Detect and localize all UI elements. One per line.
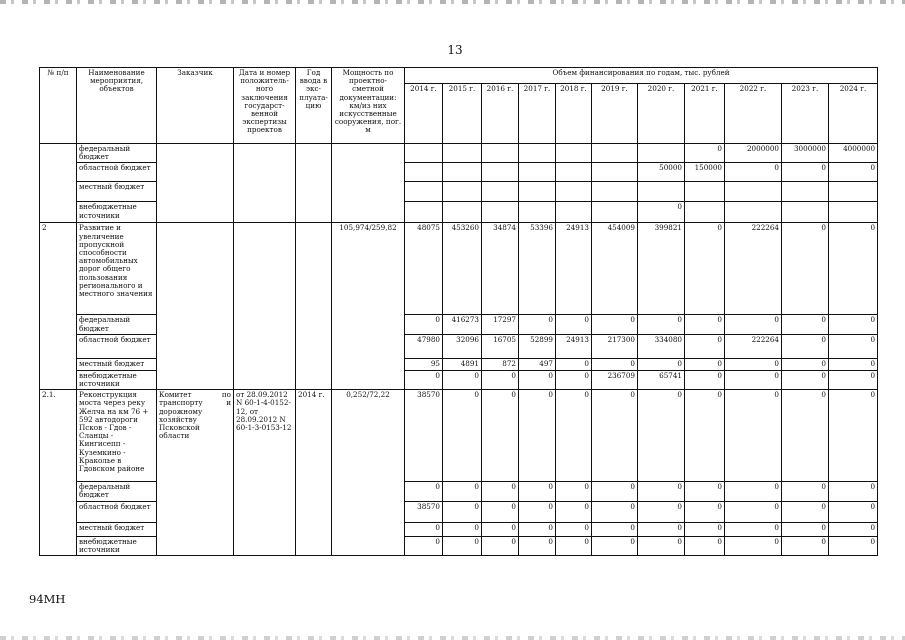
value-cell: 0	[519, 522, 556, 536]
value-cell: 0	[725, 390, 782, 482]
customer-word: и	[226, 398, 231, 408]
num-cell: 2	[40, 223, 77, 390]
year-header: 2018 г.	[556, 83, 592, 143]
value-cell: 0	[829, 501, 878, 522]
value-cell: 416273	[443, 315, 482, 334]
financing-table	[39, 67, 878, 556]
row-name: Реконструкция моста через реку Желча на км 76 + 592 автодороги Псков - Гдов - Сланцы - Кингисепп - Куземкино - Краколье в Гдовском районе	[77, 390, 157, 482]
value-cell: 38570	[405, 390, 443, 482]
customer-cell	[157, 144, 234, 223]
value-cell: 0	[519, 482, 556, 501]
row-label: областной бюджет	[77, 334, 157, 358]
value-cell: 0	[443, 390, 482, 482]
value-cell: 0	[592, 358, 638, 370]
value-cell: 0	[829, 390, 878, 482]
value-cell: 0	[556, 536, 592, 555]
value-cell: 0	[829, 482, 878, 501]
value-cell: 0	[556, 390, 592, 482]
value-cell: 0	[829, 370, 878, 389]
value-cell: 0	[725, 536, 782, 555]
value-cell: 0	[725, 522, 782, 536]
value-cell	[556, 144, 592, 163]
value-cell	[829, 202, 878, 223]
value-cell	[685, 202, 725, 223]
value-cell: 48075	[405, 223, 443, 315]
value-cell: 0	[592, 536, 638, 555]
value-cell: 0	[443, 370, 482, 389]
value-cell	[443, 202, 482, 223]
year-header: 2021 г.	[685, 83, 725, 143]
customer-word: по	[221, 390, 231, 400]
value-cell: 0	[405, 370, 443, 389]
value-cell: 0	[685, 370, 725, 389]
value-cell: 3000000	[782, 144, 829, 163]
value-cell: 50000	[638, 163, 685, 182]
value-cell: 2000000	[725, 144, 782, 163]
value-cell: 0	[829, 315, 878, 334]
capacity-cell: 0,252/72,22	[332, 390, 405, 556]
year-cell	[296, 144, 332, 223]
value-cell: 0	[638, 315, 685, 334]
value-cell: 0	[782, 522, 829, 536]
value-cell: 16705	[482, 334, 519, 358]
value-cell: 0	[685, 536, 725, 555]
value-cell: 0	[592, 522, 638, 536]
value-cell: 0	[482, 536, 519, 555]
col-num-header: № п/п	[40, 68, 77, 144]
value-cell: 0	[685, 522, 725, 536]
value-cell: 0	[443, 536, 482, 555]
value-cell	[443, 182, 482, 202]
value-cell: 399821	[638, 223, 685, 315]
value-cell	[638, 144, 685, 163]
value-cell	[592, 202, 638, 223]
table-row	[40, 144, 878, 163]
value-cell: 0	[482, 482, 519, 501]
value-cell: 0	[782, 334, 829, 358]
value-cell	[556, 163, 592, 182]
value-cell: 453260	[443, 223, 482, 315]
row-label: местный бюджет	[77, 358, 157, 370]
value-cell: 0	[482, 370, 519, 389]
value-cell: 0	[829, 223, 878, 315]
value-cell	[829, 182, 878, 202]
value-cell: 0	[556, 482, 592, 501]
value-cell: 497	[519, 358, 556, 370]
value-cell	[519, 202, 556, 223]
row-label: федеральный бюджет	[77, 315, 157, 334]
year-cell: 2014 г.	[296, 390, 332, 556]
table-row	[40, 390, 878, 482]
value-cell: 0	[519, 315, 556, 334]
value-cell: 0	[519, 370, 556, 389]
year-header: 2017 г.	[519, 83, 556, 143]
value-cell: 0	[592, 390, 638, 482]
value-cell	[556, 202, 592, 223]
customer-word: транспорту	[159, 398, 203, 408]
value-cell: 4000000	[829, 144, 878, 163]
value-cell: 0	[782, 315, 829, 334]
row-name: Развитие и увеличение пропускной способности автомобильных дорог общего пользования регионального и местного значения	[77, 223, 157, 315]
value-cell	[685, 182, 725, 202]
value-cell: 0	[782, 390, 829, 482]
value-cell: 17297	[482, 315, 519, 334]
value-cell	[556, 182, 592, 202]
value-cell: 47980	[405, 334, 443, 358]
value-cell: 0	[685, 501, 725, 522]
value-cell: 0	[405, 315, 443, 334]
value-cell: 0	[725, 501, 782, 522]
row-label: внебюджетные источники	[77, 536, 157, 555]
value-cell	[519, 163, 556, 182]
value-cell: 95	[405, 358, 443, 370]
customer-rest: дорожному хозяйству Псковской области	[159, 406, 203, 441]
num-cell	[40, 144, 77, 223]
value-cell: 0	[638, 536, 685, 555]
value-cell: 0	[592, 501, 638, 522]
value-cell: 0	[482, 390, 519, 482]
row-label: федеральный бюджет	[77, 482, 157, 501]
row-label: областной бюджет	[77, 163, 157, 182]
value-cell: 0	[782, 223, 829, 315]
value-cell: 0	[782, 536, 829, 555]
value-cell	[405, 163, 443, 182]
value-cell: 0	[638, 358, 685, 370]
expertise-cell: от 28.09.2012 N 60-1-4-0152-12, от 28.09.2012 N 60-1-3-0153-12	[234, 390, 296, 556]
page-number: 13	[447, 43, 463, 57]
value-cell: 0	[592, 482, 638, 501]
capacity-cell	[332, 144, 405, 223]
value-cell: 454009	[592, 223, 638, 315]
scan-artifact-top	[0, 0, 905, 4]
value-cell: 0	[829, 536, 878, 555]
value-cell	[782, 202, 829, 223]
header-row	[40, 68, 878, 84]
value-cell: 0	[405, 536, 443, 555]
value-cell: 0	[638, 501, 685, 522]
value-cell	[782, 182, 829, 202]
year-header: 2022 г.	[725, 83, 782, 143]
value-cell: 65741	[638, 370, 685, 389]
year-header: 2014 г.	[405, 83, 443, 143]
value-cell: 0	[482, 522, 519, 536]
value-cell: 52899	[519, 334, 556, 358]
year-header: 2016 г.	[482, 83, 519, 143]
scan-artifact-bottom	[0, 636, 905, 640]
value-cell: 0	[482, 501, 519, 522]
col-year-header: Год ввода в экс-плуата-цию	[296, 68, 332, 144]
value-cell: 53396	[519, 223, 556, 315]
value-cell: 222264	[725, 223, 782, 315]
value-cell	[482, 144, 519, 163]
row-label: внебюджетные источники	[77, 370, 157, 389]
value-cell: 0	[829, 334, 878, 358]
capacity-cell: 105,974/259,82	[332, 223, 405, 390]
value-cell: 4891	[443, 358, 482, 370]
document-code: 94МН	[29, 592, 66, 606]
value-cell: 0	[685, 482, 725, 501]
value-cell: 24913	[556, 223, 592, 315]
year-header: 2015 г.	[443, 83, 482, 143]
value-cell: 0	[556, 501, 592, 522]
value-cell: 0	[782, 358, 829, 370]
customer-word: Комитет	[159, 390, 192, 400]
value-cell: 0	[638, 482, 685, 501]
value-cell: 0	[725, 315, 782, 334]
value-cell	[519, 144, 556, 163]
value-cell: 0	[405, 522, 443, 536]
value-cell: 0	[443, 482, 482, 501]
value-cell	[725, 182, 782, 202]
row-label: федеральный бюджет	[77, 144, 157, 163]
year-header: 2023 г.	[782, 83, 829, 143]
row-label: местный бюджет	[77, 182, 157, 202]
value-cell: 0	[829, 522, 878, 536]
value-cell: 0	[638, 202, 685, 223]
value-cell: 334080	[638, 334, 685, 358]
value-cell: 0	[556, 358, 592, 370]
table-row	[40, 223, 878, 315]
col-name-header: Наименование мероприятия, объектов	[77, 68, 157, 144]
customer-cell	[157, 223, 234, 390]
value-cell	[482, 182, 519, 202]
year-cell	[296, 223, 332, 390]
value-cell: 0	[725, 358, 782, 370]
year-header: 2020 г.	[638, 83, 685, 143]
value-cell: 0	[782, 501, 829, 522]
value-cell: 0	[829, 163, 878, 182]
value-cell: 872	[482, 358, 519, 370]
value-cell: 0	[685, 223, 725, 315]
col-capacity-header: Мощность по проектно-сметной документации: км/из них искусственные сооружения, пог. м	[332, 68, 405, 144]
value-cell: 32096	[443, 334, 482, 358]
value-cell: 0	[725, 482, 782, 501]
year-header: 2019 г.	[592, 83, 638, 143]
value-cell: 0	[592, 315, 638, 334]
num-cell: 2.1.	[40, 390, 77, 556]
value-cell	[638, 182, 685, 202]
value-cell	[519, 182, 556, 202]
value-cell: 0	[556, 370, 592, 389]
value-cell: 0	[782, 482, 829, 501]
value-cell: 0	[443, 501, 482, 522]
value-cell	[592, 163, 638, 182]
col-expertise-header: Дата и номер положитель-ного заключения государст-венной экспертизы проектов	[234, 68, 296, 144]
value-cell	[592, 182, 638, 202]
value-cell: 38570	[405, 501, 443, 522]
value-cell: 0	[685, 315, 725, 334]
value-cell: 0	[829, 358, 878, 370]
row-label: областной бюджет	[77, 501, 157, 522]
value-cell: 0	[782, 163, 829, 182]
value-cell: 0	[443, 522, 482, 536]
value-cell: 0	[556, 315, 592, 334]
row-label: местный бюджет	[77, 522, 157, 536]
value-cell: 0	[725, 163, 782, 182]
value-cell	[443, 163, 482, 182]
value-cell: 24913	[556, 334, 592, 358]
value-cell: 0	[556, 522, 592, 536]
row-label: внебюджетные источники	[77, 202, 157, 223]
value-cell: 0	[685, 358, 725, 370]
value-cell: 150000	[685, 163, 725, 182]
value-cell: 0	[638, 390, 685, 482]
value-cell: 0	[725, 370, 782, 389]
value-cell	[443, 144, 482, 163]
value-cell	[725, 202, 782, 223]
col-financing-header: Объем финансирования по годам, тыс. рублей	[405, 68, 878, 84]
year-header: 2024 г.	[829, 83, 878, 143]
value-cell: 0	[638, 522, 685, 536]
value-cell	[482, 202, 519, 223]
expertise-cell	[234, 223, 296, 390]
value-cell	[592, 144, 638, 163]
value-cell: 0	[685, 144, 725, 163]
value-cell	[405, 202, 443, 223]
value-cell	[405, 144, 443, 163]
value-cell: 0	[519, 501, 556, 522]
value-cell: 0	[519, 390, 556, 482]
value-cell: 0	[685, 334, 725, 358]
col-customer-header: Заказчик	[157, 68, 234, 144]
value-cell: 236709	[592, 370, 638, 389]
value-cell: 222264	[725, 334, 782, 358]
value-cell	[482, 163, 519, 182]
value-cell: 0	[782, 370, 829, 389]
customer-cell	[157, 390, 234, 556]
value-cell: 34874	[482, 223, 519, 315]
value-cell: 0	[519, 536, 556, 555]
expertise-cell	[234, 144, 296, 223]
value-cell: 0	[685, 390, 725, 482]
value-cell	[405, 182, 443, 202]
value-cell: 217300	[592, 334, 638, 358]
value-cell: 0	[405, 482, 443, 501]
